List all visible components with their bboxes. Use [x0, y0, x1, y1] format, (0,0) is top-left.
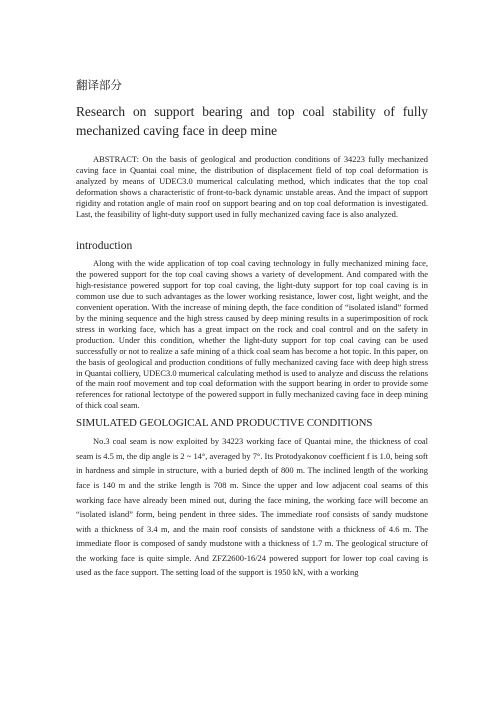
- paper-title: Research on support bearing and top coal stability of fully mechanized caving face in deep mine: [76, 104, 428, 138]
- conditions-paragraph: No.3 coal seam is now exploited by 34223 working face of Quantai mine, the thickness of coal seam is 4.5 m, the dip angle is 2 ~ 14°, averaged by 7°. Its Protodyakonov coefficient f is 1.0, being soft in hardness and simple in structure, with a buried depth of 800 m. The inclined length of the working face is 140 m and the strike length is 708 m. Since the upper and low adjacent coal seams of this working face have already been mined out, during the face mining, the working face will become an “isolated island” form, being pendent in three sides. The immediate roof consists of sandy mudstone with a thickness of 3.4 m, and the main roof consists of sandstone with a thickness of 4.6 m. The immediate floor is composed of sandy mudstone with a thickness of 1.7 m. The geological structure of the working face is quite simple. And ZFZ2600-16/24 powered support for lower top coal caving is used as the face support. The setting load of the support is 1950 kN, with a working: [76, 436, 428, 578]
- section-heading-conditions: SIMULATED GEOLOGICAL AND PRODUCTIVE CONDITIONS: [76, 417, 373, 430]
- introduction-paragraph: Along with the wide application of top coal caving technology in fully mechanized mining face, the powered support for the top coal caving shows a variety of development. And compared with the high-resistance powered support for top coal caving, the light-duty support for top coal caving is in common use due to such advantages as the lower working resistance, lower cost, light weight, and the convenient operation. With the increase of mining depth, the face condition of “isolated island” formed by the mining sequence and the high stress caused by deep mining results in a superimposition of rock stress in working face, which has a great impact on the rock and coal control and on the safety in production. Under this condition, whether the light-duty support for top coal caving can be used successfully or not to realize a safe mining of a thick coal seam has become a hot topic. In this paper, on the basis of geological and production conditions of fully mechanized caving face with deep high stress in Quantai colliery, UDEC3.0 mumerical calculating method is used to analyze and discuss the relations of the main roof movement and top coal deformation with the support bearing in order to provide some references for rational lectotype of the powered support in fully mechanized caving face in deep mining of thick coal seam.: [76, 258, 428, 411]
- introduction-heading: introduction: [76, 240, 133, 253]
- translation-section-label: 翻译部分: [76, 78, 122, 92]
- abstract-paragraph: ABSTRACT: On the basis of geological and production conditions of 34223 fully mechanized caving face in Quantai coal mine, the distribution of displacement field of top coal deformation is analyzed by means of UDEC3.0 mumerical calculating method, which indicates that the top coal deformation shows a characteristic of front-to-back dynamic unstable areas. And the impact of support rigidity and rotation angle of main roof on support bearing and on top coal deformation is investigated. Last, the feasibility of light-duty support used in fully mechanized caving face is also analyzed.: [76, 154, 428, 219]
- document-page: [76, 78, 428, 580]
